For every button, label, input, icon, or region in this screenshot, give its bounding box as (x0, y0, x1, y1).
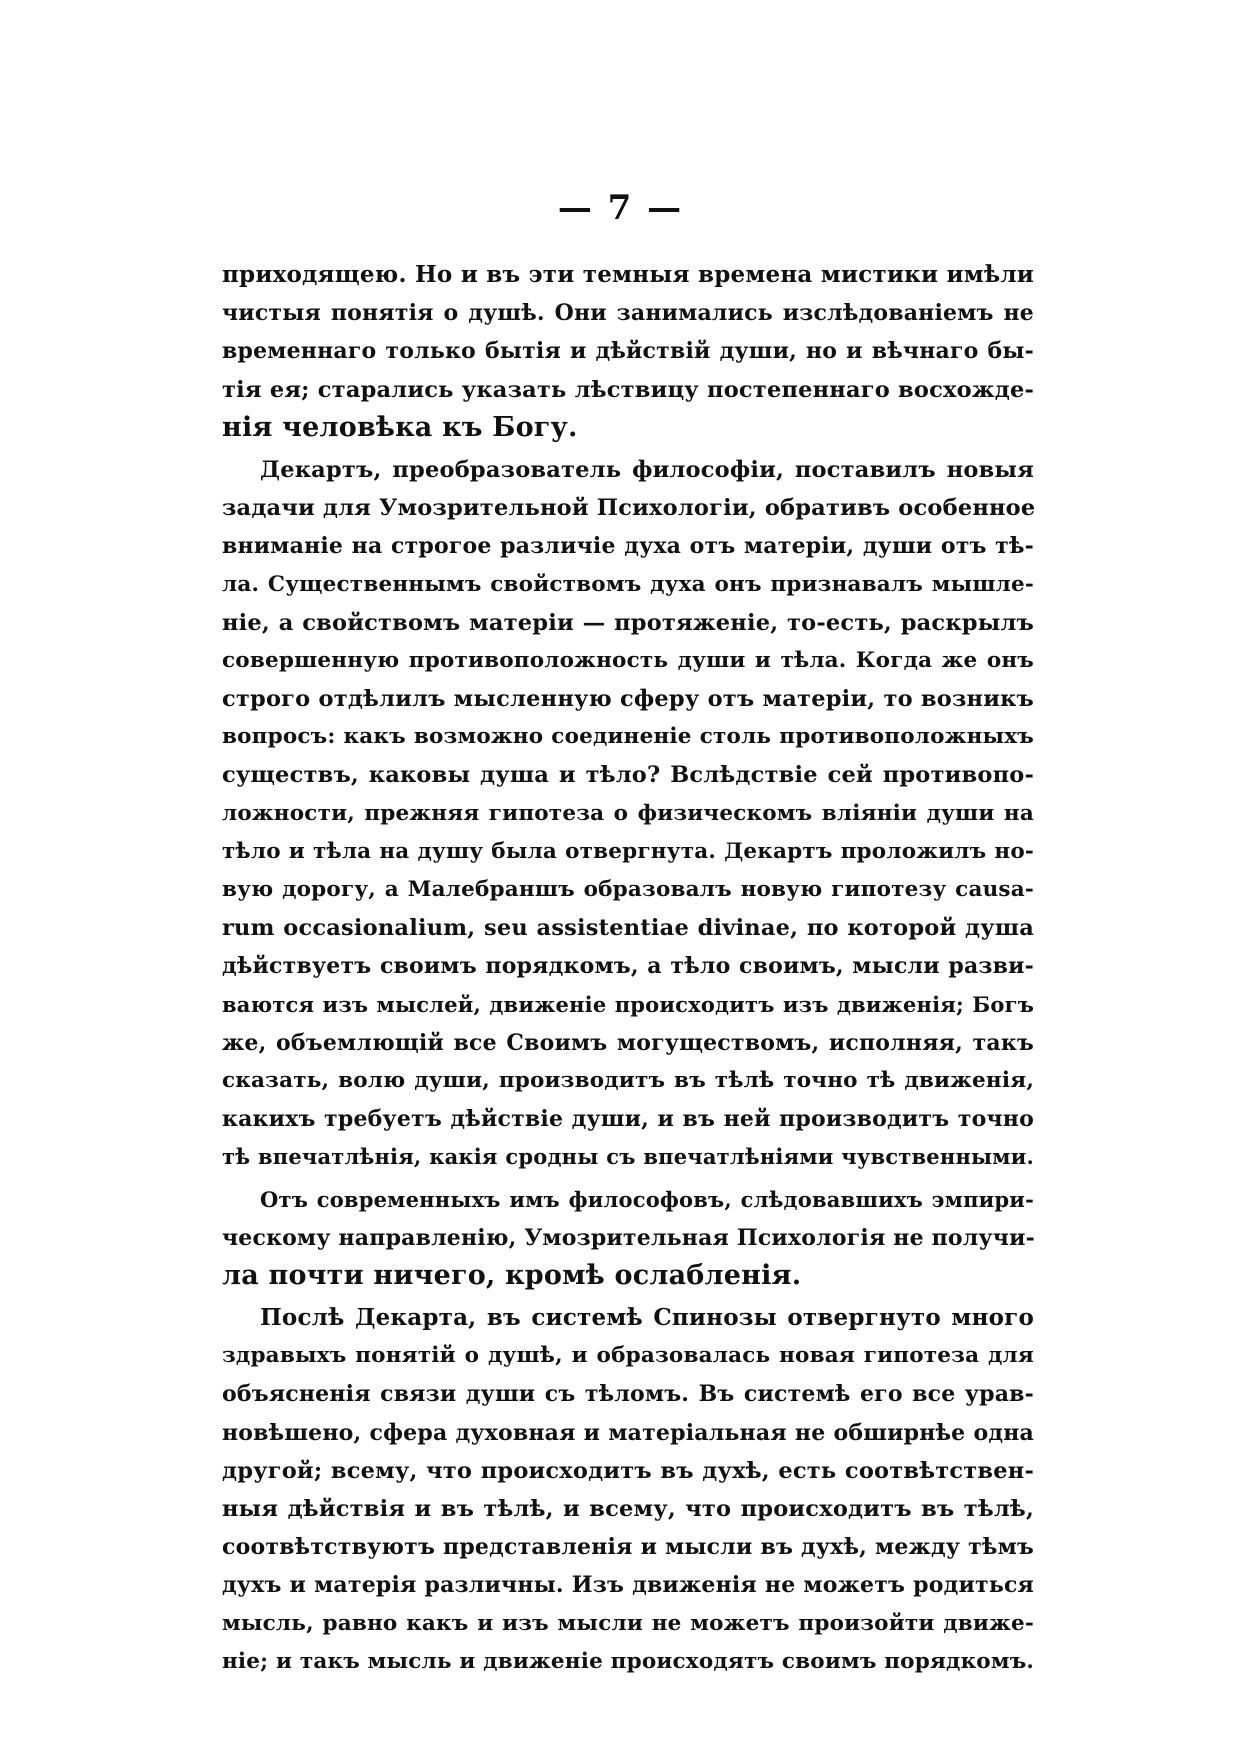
text-line: вопросъ: какъ возможно соединеніе столь противоположныхъ (222, 724, 1034, 750)
text-line: объясненія связи души съ тѣломъ. Въ системѣ его все урав- (222, 1381, 1034, 1408)
text-line: здравыхъ понятій о душѣ, и образовалась новая гипотеза для (222, 1343, 1034, 1369)
text-line: задачи для Умозрительной Психологіи, обративъ особенное (222, 495, 1036, 522)
text-line: ческому направленію, Умозрительная Психологія не получи- (222, 1224, 1035, 1251)
text-line: духъ и матерія различны. Изъ движенія не можетъ родиться (222, 1572, 1034, 1599)
text-line: ніе, а свойствомъ матеріи — протяженіе, то-есть, раскрылъ (222, 609, 1034, 636)
text-line: Послѣ Декарта, въ системѣ Спинозы отвергнуто много (260, 1304, 1034, 1332)
text-line: другой; всему, что происходитъ въ духѣ, есть соотвѣтствен- (222, 1457, 1034, 1484)
page-number: — 7 — (557, 188, 684, 228)
text-line: ложности, прежняя гипотеза о физическомъ вліяніи души на (222, 800, 1034, 826)
text-line: сказать, волю души, производитъ въ тѣлѣ точно тѣ движенія, (222, 1067, 1034, 1093)
text-line: rum occasionalium, seu assistentiae divinae, по которой душа (222, 915, 1034, 942)
text-line: временнаго только бытія и дѣйствій души, но и вѣчнаго бы- (222, 338, 1034, 365)
text-line: совершенную противоположность души и тѣла. Когда же онъ (222, 647, 1034, 673)
text-line: чистыя понятія о душѣ. Они занимались изслѣдованіемъ не (222, 300, 1034, 327)
text-line: приходящею. Но и въ эти темныя времена мистики имѣли (222, 261, 1034, 288)
text-line: ныя дѣйствія и въ тѣлѣ, и всему, что происходитъ въ тѣлѣ, (222, 1496, 1034, 1522)
text-line: строго отдѣлилъ мысленную сферу отъ матеріи, то возникъ (222, 686, 1034, 713)
text-line: вниманіе на строгое различіе духа отъ матеріи, души отъ тѣ- (222, 533, 1034, 560)
text-line: ла. Существеннымъ свойствомъ духа онъ признавалъ мышле- (222, 571, 1034, 597)
text-line: Декартъ, преобразователь философіи, поставилъ новыя (260, 456, 1034, 483)
text-line: же, объемлющій все Своимъ могуществомъ, исполняя, такъ (222, 1029, 1034, 1056)
text-line: существъ, каковы душа и тѣло? Вслѣдствіе сей противопо- (222, 762, 1034, 789)
text-line: дѣйствуетъ своимъ порядкомъ, а тѣло своимъ, мысли разви- (222, 953, 1034, 980)
text-line: нія человѣка къ Богу. (222, 411, 578, 443)
text-line: ваются изъ мыслей, движеніе происходитъ изъ движенія; Богъ (222, 991, 1034, 1017)
text-line: вую дорогу, а Малебраншъ образовалъ новую гипотезу causa- (222, 877, 1034, 902)
text-line: тѣ впечатлѣнія, какія сродны съ впечатлѣніями чувственными. (222, 1144, 1034, 1170)
text-line: мысль, равно какъ и изъ мысли не можетъ произойти движе- (222, 1610, 1034, 1636)
text-line: Отъ современныхъ имъ философовъ, слѣдовавшихъ эмпири- (260, 1186, 1034, 1212)
text-line: соотвѣтствуютъ представленія и мысли въ духѣ, между тѣмъ (222, 1534, 1034, 1561)
text-line: тія ея; старались указать лѣствицу постепеннаго восхожде- (222, 376, 1034, 403)
text-line: новѣшено, сфера духовная и матеріальная не обширнѣе одна (222, 1419, 1034, 1446)
text-line: тѣло и тѣла на душу была отвергнута. Декартъ проложилъ но- (222, 838, 1034, 864)
text-line: ла почти ничего, кромѣ ослабленія. (222, 1259, 802, 1291)
text-line: какихъ требуетъ дѣйствіе души, и въ ней производитъ точно (222, 1106, 1034, 1133)
text-line: ніе; и такъ мысль и движеніе происходятъ своимъ порядкомъ. (222, 1648, 1035, 1674)
body-text (222, 256, 1034, 1681)
